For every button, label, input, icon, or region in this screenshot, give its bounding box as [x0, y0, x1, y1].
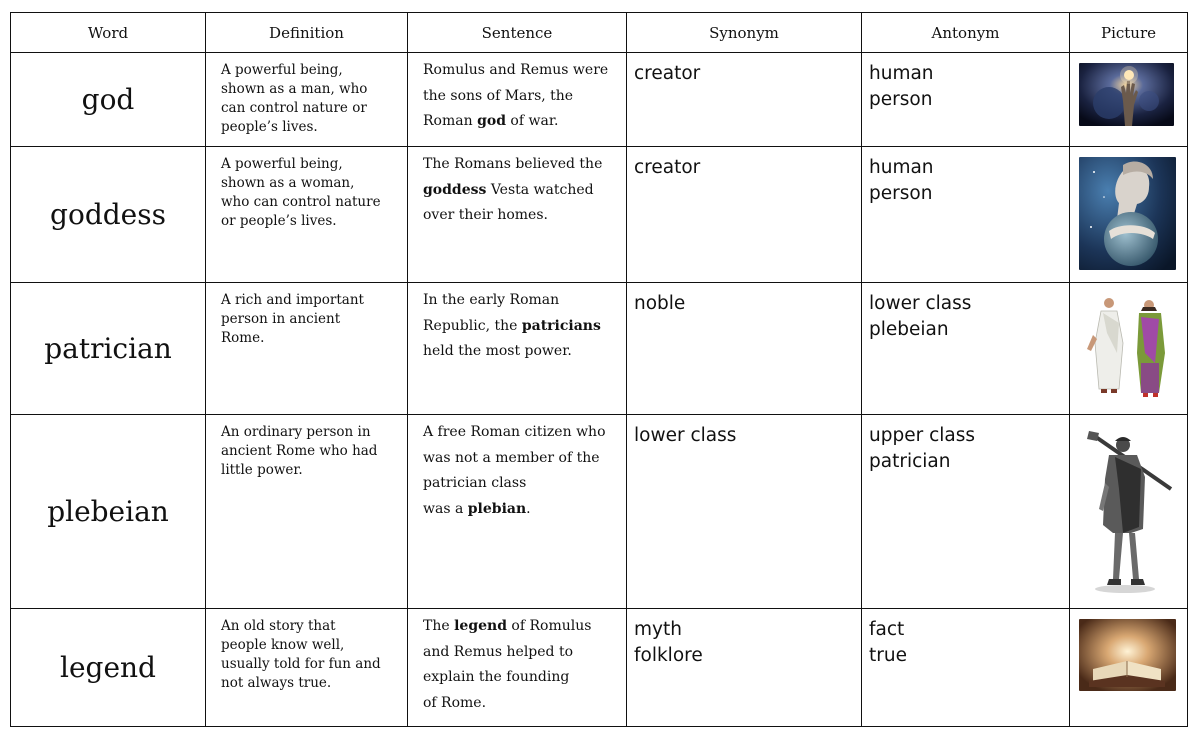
definition-cell: [206, 283, 408, 415]
synonym-item: creator: [634, 157, 701, 178]
sentence-text: of Rome.: [423, 694, 487, 711]
sentence-cell: [408, 283, 627, 415]
antonym-item: person: [869, 88, 933, 110]
antonym-item: upper class: [869, 425, 976, 446]
sentence-text: patrician class: [423, 475, 527, 491]
roman-plebeian-worker-icon: [1079, 429, 1176, 595]
definition-cell: [206, 415, 408, 609]
sentence-line: [423, 314, 620, 340]
sentence-keyword: god: [477, 113, 506, 129]
sentence-text: and Remus helped to: [423, 643, 574, 660]
sentence-text: Vesta watched: [486, 181, 594, 198]
sentence-line: [423, 497, 620, 523]
word-cell: plebeian: [11, 415, 206, 609]
sentence-text: Republic, the: [423, 317, 522, 334]
sentence-cell: [408, 415, 627, 609]
synonym-cell: [627, 415, 862, 609]
god-hand-cosmos-icon: [1079, 63, 1174, 126]
picture-cell: [1070, 147, 1188, 283]
sentence-line: [423, 471, 620, 497]
antonym-item: fact: [869, 619, 905, 640]
table-row: [11, 415, 1188, 609]
definition-cell: [206, 147, 408, 283]
sentence-text: was a: [423, 500, 468, 517]
synonym-item: folklore: [634, 644, 703, 666]
antonym-item: plebeian: [869, 318, 949, 340]
antonym-cell: [862, 415, 1070, 609]
sentence-line: [423, 691, 620, 717]
sentence-keyword: legend: [454, 618, 507, 634]
antonym-item: true: [869, 644, 907, 666]
word-cell: legend: [11, 609, 206, 727]
antonym-item: lower class: [869, 293, 972, 314]
header-definition: Definition: [206, 13, 408, 53]
antonym-item: human: [869, 63, 934, 84]
definition-line: person in ancient: [221, 311, 341, 327]
word-cell: patrician: [11, 283, 206, 415]
table-row: [11, 53, 1188, 147]
definition-line: not always true.: [221, 675, 332, 691]
sentence-text: The: [423, 618, 455, 634]
sentence-line: [423, 665, 620, 691]
goddess-globe-icon: [1079, 157, 1176, 270]
definition-cell: [206, 53, 408, 147]
definition-line: A powerful being,: [221, 156, 343, 172]
sentence-line: [423, 614, 620, 640]
definition-line: people’s lives.: [221, 119, 318, 135]
sentence-text: Romulus and Remus were: [423, 62, 609, 78]
header-picture: Picture: [1070, 13, 1188, 53]
sentence-line: [423, 339, 620, 365]
sentence-cell: [408, 609, 627, 727]
word-cell: goddess: [11, 147, 206, 283]
picture-cell: [1070, 53, 1188, 147]
definition-cell: [206, 609, 408, 727]
sentence-text: A free Roman citizen who: [423, 424, 606, 440]
definition-line: An old story that: [221, 618, 336, 634]
antonym-cell: [862, 147, 1070, 283]
synonym-cell: [627, 283, 862, 415]
synonym-item: noble: [634, 293, 686, 314]
sentence-text: explain the founding: [423, 669, 570, 685]
definition-line: ancient Rome who had: [221, 443, 378, 459]
sentence-line: [423, 446, 620, 472]
antonym-item: patrician: [869, 450, 951, 472]
definition-line: who can control nature: [221, 194, 381, 210]
definition-line: or people’s lives.: [221, 213, 337, 229]
sentence-text: the sons of Mars, the: [423, 87, 574, 104]
table-row: [11, 147, 1188, 283]
table-row: [11, 609, 1188, 727]
sentence-line: [423, 58, 620, 84]
word-cell: god: [11, 53, 206, 147]
definition-line: people know well,: [221, 637, 345, 653]
definition-line: A rich and important: [221, 292, 364, 308]
synonym-cell: [627, 609, 862, 727]
definition-line: shown as a woman,: [221, 175, 355, 191]
sentence-text: The Romans believed the: [423, 156, 603, 172]
definition-line: little power.: [221, 462, 303, 478]
sentence-text: of Romulus: [506, 618, 592, 634]
sentence-keyword: goddess: [423, 181, 487, 198]
definition-line: can control nature or: [221, 100, 367, 116]
sentence-line: [423, 178, 620, 204]
sentence-line: [423, 420, 620, 446]
header-row: [11, 13, 1188, 53]
definition-line: usually told for fun and: [221, 656, 381, 672]
picture-cell: [1070, 415, 1188, 609]
sentence-text: .: [526, 500, 531, 517]
sentence-text: Roman: [423, 113, 478, 129]
definition-line: A powerful being,: [221, 62, 343, 78]
sentence-text: was not a member of the: [423, 449, 600, 466]
synonym-cell: [627, 147, 862, 283]
sentence-cell: [408, 147, 627, 283]
synonym-item: myth: [634, 619, 682, 640]
sentence-line: [423, 288, 620, 314]
definition-line: An ordinary person in: [221, 424, 371, 440]
sentence-text: In the early Roman: [423, 292, 560, 308]
antonym-cell: [862, 53, 1070, 147]
sentence-text: over their homes.: [423, 207, 548, 223]
picture-cell: [1070, 609, 1188, 727]
header-antonym: Antonym: [862, 13, 1070, 53]
vocabulary-table: [10, 12, 1188, 727]
sentence-line: [423, 84, 620, 110]
synonym-item: creator: [634, 63, 701, 84]
sentence-line: [423, 640, 620, 666]
sentence-text: of war.: [505, 113, 559, 129]
antonym-cell: [862, 283, 1070, 415]
header-sentence: Sentence: [408, 13, 627, 53]
sentence-text: held the most power.: [423, 343, 572, 359]
open-book-glow-icon: [1079, 619, 1176, 691]
antonym-item: human: [869, 157, 934, 178]
sentence-line: [423, 109, 620, 135]
antonym-item: person: [869, 182, 933, 204]
antonym-cell: [862, 609, 1070, 727]
header-word: Word: [11, 13, 206, 53]
sentence-line: [423, 203, 620, 229]
sentence-cell: [408, 53, 627, 147]
synonym-item: lower class: [634, 425, 737, 446]
table-row: [11, 283, 1188, 415]
sentence-keyword: patricians: [521, 317, 601, 334]
definition-line: shown as a man, who: [221, 81, 368, 97]
sentence-keyword: plebian: [467, 500, 527, 517]
header-synonym: Synonym: [627, 13, 862, 53]
roman-patricians-icon: [1079, 293, 1176, 403]
picture-cell: [1070, 283, 1188, 415]
sentence-line: [423, 152, 620, 178]
definition-line: Rome.: [221, 330, 265, 346]
synonym-cell: [627, 53, 862, 147]
